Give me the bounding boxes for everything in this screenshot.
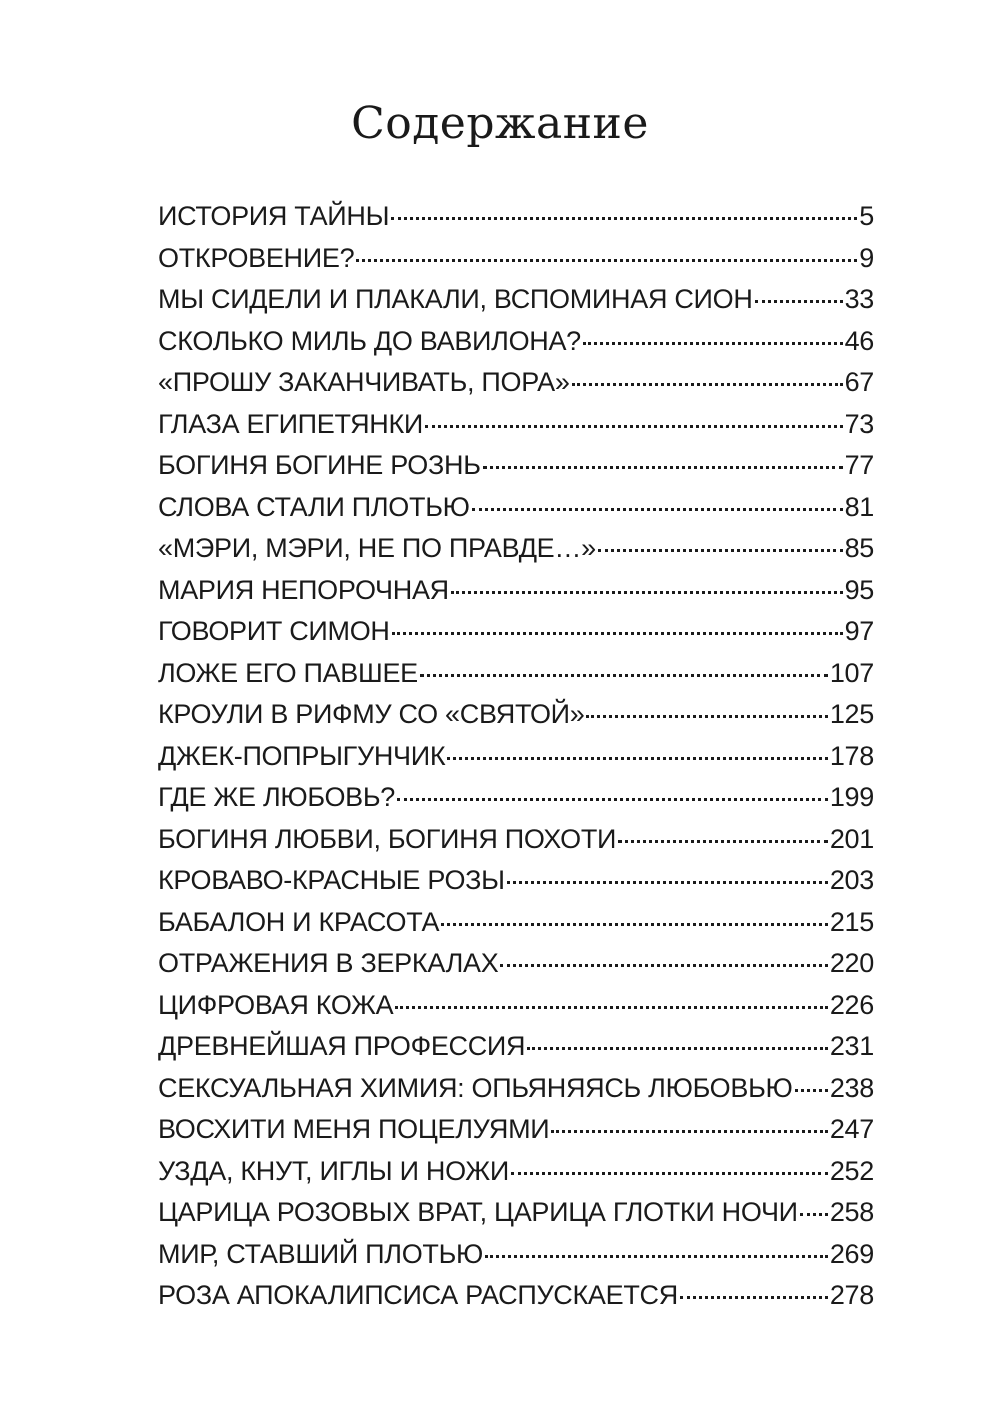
toc-dot-leader bbox=[472, 508, 843, 511]
toc-dot-leader bbox=[527, 1047, 828, 1050]
toc-dot-leader bbox=[397, 798, 828, 801]
toc-entry-title: КРОВАВО-КРАСНЫЕ РОЗЫ bbox=[158, 865, 505, 895]
toc-entry bbox=[158, 736, 874, 778]
toc-entry-page-number: 77 bbox=[844, 450, 874, 480]
toc-dot-leader bbox=[755, 300, 843, 303]
toc-entry-title: СЕКСУАЛЬНАЯ ХИМИЯ: ОПЬЯНЯЯСЬ ЛЮБОВЬЮ bbox=[158, 1072, 793, 1103]
toc-entry-page-number: 178 bbox=[829, 740, 874, 771]
toc-dot-leader bbox=[451, 591, 843, 594]
toc-entry-title: УЗДА, КНУТ, ИГЛЫ И НОЖИ bbox=[158, 1155, 509, 1186]
toc-entry-page-number: 9 bbox=[859, 242, 874, 273]
toc-entry bbox=[158, 528, 874, 570]
toc-dot-leader bbox=[420, 674, 828, 677]
toc-entry bbox=[158, 238, 874, 280]
toc-entry-title: ОТКРОВЕНИЕ? bbox=[158, 242, 355, 273]
toc-entry bbox=[158, 777, 874, 819]
toc-entry-page-number: 215 bbox=[829, 906, 874, 937]
toc-dot-leader bbox=[441, 923, 828, 926]
toc-dot-leader bbox=[425, 425, 843, 428]
toc-entry-title: БОГИНЯ ЛЮБВИ, БОГИНЯ ПОХОТИ bbox=[158, 823, 617, 854]
toc-entry-title: «МЭРИ, МЭРИ, НЕ ПО ПРАВДЕ…» bbox=[158, 533, 596, 563]
toc-entry-page-number: 201 bbox=[829, 823, 874, 854]
toc-entry bbox=[158, 985, 874, 1027]
toc-entry-page-number: 269 bbox=[829, 1238, 874, 1269]
toc-entry-page-number: 85 bbox=[844, 533, 874, 563]
toc-dot-leader bbox=[572, 383, 843, 386]
toc-entry bbox=[158, 694, 874, 736]
toc-entry-page-number: 125 bbox=[829, 699, 874, 729]
toc-entry-page-number: 73 bbox=[844, 408, 874, 439]
toc-entry bbox=[158, 653, 874, 695]
toc-entry bbox=[158, 1109, 874, 1151]
toc-entry-title: ОТРАЖЕНИЯ В ЗЕРКАЛАХ bbox=[158, 948, 499, 978]
toc-entry-page-number: 95 bbox=[844, 574, 874, 605]
page-title: Содержание bbox=[351, 98, 649, 149]
toc-entry-page-number: 81 bbox=[844, 491, 874, 522]
toc-entry bbox=[158, 196, 874, 238]
toc-dot-leader bbox=[586, 715, 827, 718]
toc-entry-page-number: 67 bbox=[844, 367, 874, 397]
toc-entry-title: ДРЕВНЕЙШАЯ ПРОФЕССИЯ bbox=[158, 1031, 526, 1061]
toc-entry-page-number: 258 bbox=[829, 1197, 874, 1227]
toc-dot-leader bbox=[511, 1172, 828, 1175]
toc-entry-page-number: 46 bbox=[844, 325, 874, 356]
toc-entry-title: МИР, СТАВШИЙ ПЛОТЬЮ bbox=[158, 1238, 483, 1269]
toc-entry-title: КРОУЛИ В РИФМУ СО «СВЯТОЙ» bbox=[158, 699, 585, 729]
toc-entry bbox=[158, 1275, 874, 1317]
toc-entry bbox=[158, 487, 874, 529]
toc-entry-title: БОГИНЯ БОГИНЕ РОЗНЬ bbox=[158, 450, 481, 480]
toc-entry bbox=[158, 445, 874, 487]
toc-dot-leader bbox=[795, 1089, 828, 1092]
toc-dot-leader bbox=[680, 1296, 828, 1299]
toc-entry-title: ГДЕ ЖЕ ЛЮБОВЬ? bbox=[158, 782, 396, 812]
toc-entry-title: СКОЛЬКО МИЛЬ ДО ВАВИЛОНА? bbox=[158, 325, 581, 356]
toc-entry bbox=[158, 404, 874, 446]
toc-dot-leader bbox=[507, 881, 828, 884]
toc-entry-title: ЦАРИЦА РОЗОВЫХ ВРАТ, ЦАРИЦА ГЛОТКИ НОЧИ bbox=[158, 1197, 798, 1227]
toc-entry-page-number: 278 bbox=[829, 1280, 874, 1310]
toc-entry bbox=[158, 1234, 874, 1276]
toc-entry-title: ЦИФРОВАЯ КОЖА bbox=[158, 989, 394, 1020]
toc-entry-title: ЛОЖЕ ЕГО ПАВШЕЕ bbox=[158, 657, 418, 688]
toc-entry-page-number: 247 bbox=[829, 1114, 874, 1144]
toc-entry-page-number: 107 bbox=[829, 657, 874, 688]
toc-dot-leader bbox=[583, 342, 843, 345]
toc-dot-leader bbox=[395, 1006, 828, 1009]
toc-dot-leader bbox=[551, 1130, 827, 1133]
toc-dot-leader bbox=[356, 259, 857, 262]
toc-entry-title: БАБАЛОН И КРАСОТА bbox=[158, 906, 440, 937]
toc-entry-title: РОЗА АПОКАЛИПСИСА РАСПУСКАЕТСЯ bbox=[158, 1280, 678, 1310]
toc-entry bbox=[158, 819, 874, 861]
toc-entry bbox=[158, 1026, 874, 1068]
toc-entry bbox=[158, 860, 874, 902]
toc-entry-page-number: 252 bbox=[829, 1155, 874, 1186]
toc-dot-leader bbox=[392, 632, 843, 635]
toc-dot-leader bbox=[500, 964, 827, 967]
toc-entry-page-number: 220 bbox=[829, 948, 874, 978]
toc-entry bbox=[158, 362, 874, 404]
toc-dot-leader bbox=[598, 549, 843, 552]
toc-entry-title: ВОСХИТИ МЕНЯ ПОЦЕЛУЯМИ bbox=[158, 1114, 550, 1144]
toc-entry bbox=[158, 279, 874, 321]
toc-dot-leader bbox=[800, 1213, 828, 1216]
toc-dot-leader bbox=[391, 217, 857, 220]
toc-entry-page-number: 231 bbox=[829, 1031, 874, 1061]
toc-entry-page-number: 33 bbox=[844, 284, 874, 314]
toc-dot-leader bbox=[618, 840, 828, 843]
toc-entry-page-number: 97 bbox=[844, 616, 874, 646]
toc-entry bbox=[158, 943, 874, 985]
toc-entry bbox=[158, 611, 874, 653]
toc-entry bbox=[158, 1192, 874, 1234]
toc-entry-title: ГЛАЗА ЕГИПЕТЯНКИ bbox=[158, 408, 424, 439]
toc-entry-title: МЫ СИДЕЛИ И ПЛАКАЛИ, ВСПОМИНАЯ СИОН bbox=[158, 284, 753, 314]
toc-entry-page-number: 5 bbox=[859, 201, 874, 231]
toc-dot-leader bbox=[485, 1255, 828, 1258]
toc-entry-title: ИСТОРИЯ ТАЙНЫ bbox=[158, 201, 390, 231]
toc-entry-page-number: 226 bbox=[829, 989, 874, 1020]
toc-entry-title: ГОВОРИТ СИМОН bbox=[158, 616, 390, 646]
toc-entry-title: МАРИЯ НЕПОРОЧНАЯ bbox=[158, 574, 449, 605]
toc-entry-page-number: 238 bbox=[829, 1072, 874, 1103]
toc-entry bbox=[158, 570, 874, 612]
toc-entry bbox=[158, 902, 874, 944]
toc-entry-title: «ПРОШУ ЗАКАНЧИВАТЬ, ПОРА» bbox=[158, 367, 570, 397]
toc-entry bbox=[158, 1068, 874, 1110]
toc-entry-page-number: 203 bbox=[829, 865, 874, 895]
toc-entry-title: ДЖЕК-ПОПРЫГУНЧИК bbox=[158, 740, 446, 771]
toc-dot-leader bbox=[447, 757, 828, 760]
toc-entry-page-number: 199 bbox=[829, 782, 874, 812]
toc-entry bbox=[158, 1151, 874, 1193]
toc-entry-title: СЛОВА СТАЛИ ПЛОТЬЮ bbox=[158, 491, 470, 522]
toc-dot-leader bbox=[483, 466, 843, 469]
table-of-contents bbox=[158, 196, 874, 1317]
toc-entry bbox=[158, 321, 874, 363]
